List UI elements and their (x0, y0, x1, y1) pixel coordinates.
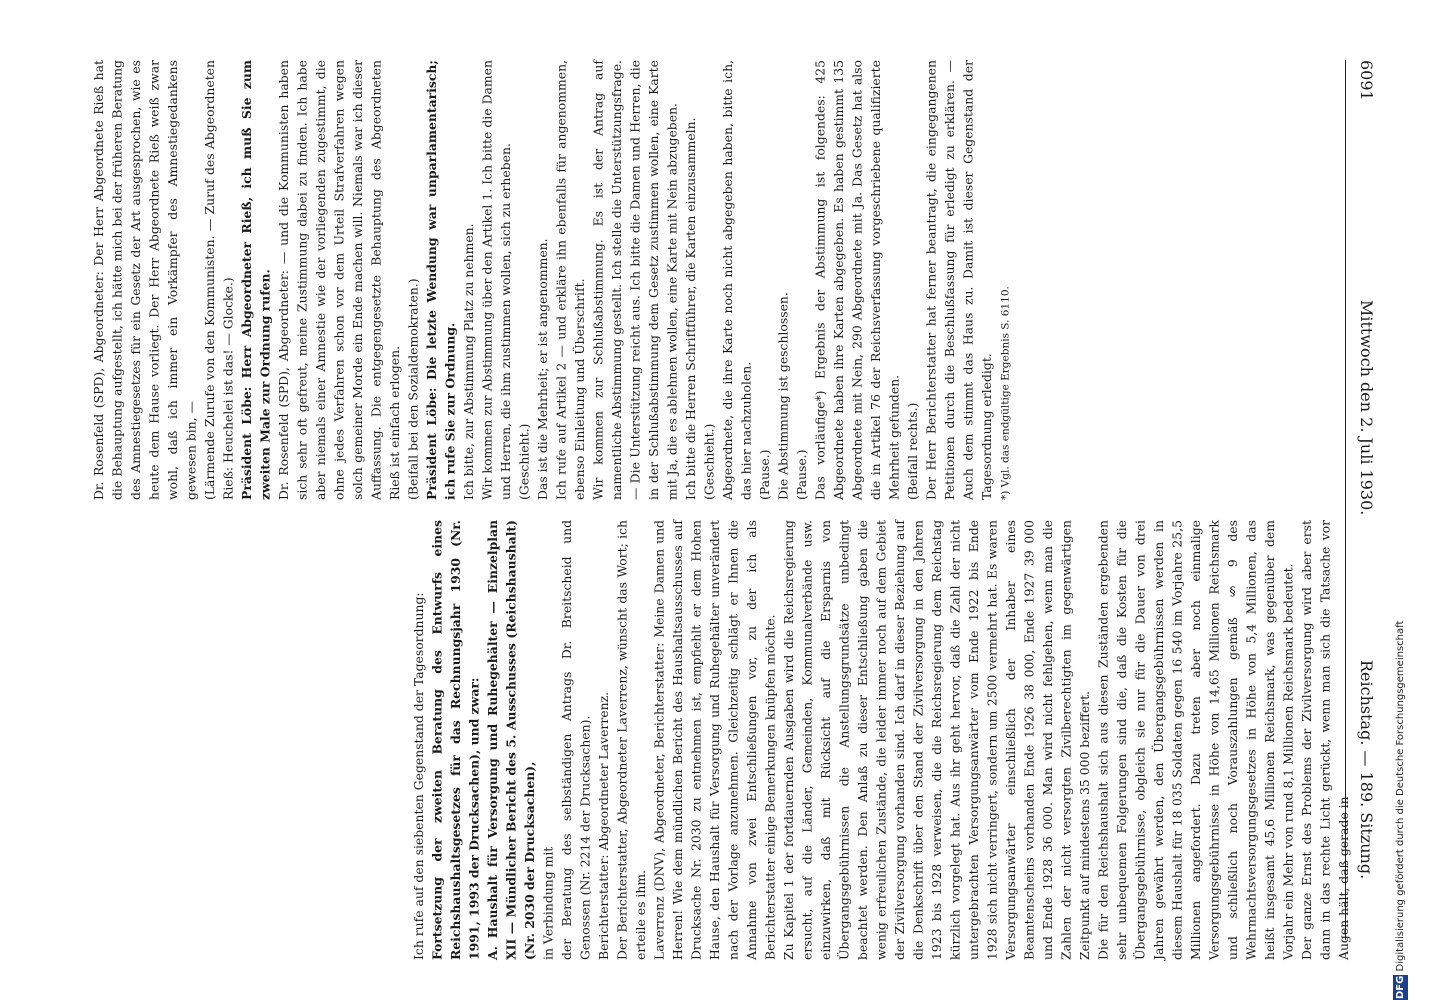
rc-p2: Fortsetzung der zweiten Beratung des Entwurfs eines Reichshaushaltsgesetzes für das Rechnungsjahr 1930 (Nr. 1991, 1993 der Drucksachen), und zwar: (429, 520, 482, 960)
lc-p13: Ich bitte die Herren Schriftführer, die Karten einzusammeln. (683, 117, 698, 500)
lc-p20: (Beifall rechts.) (905, 402, 920, 500)
lc-p21: Der Herr Berichterstatter hat ferner beantragt, die eingegangenen Petitionen durch die Beschlußfassung für erledigt zu erklären. — Auch dem stimmt das Haus zu. Damit ist dieser Gegenstand der Tagesordnung erledigt. (923, 60, 994, 500)
rc-p9: Zu Kapitel 1 der fortdauernden Ausgaben wird die Reichsregierung ersucht, auf die Länder, Gemeinden, Kommunalverbände usw. einzuwirken, daß mit Rücksicht auf die Ersparnis von Übergangsgebührnissen die Anstellungsgrundsätze unbedingt beachtet werden. Den Anlaß zu dieser Entschließung gaben die wenig erfreulichen Zustände, die leider immer noch auf dem Gebiet der Zivilversorgung vorhanden sind. Ich darf in dieser Beziehung auf die Denkschrift über den Stand der Zivilversorgung in den Jahren 1923 bis 1928 verweisen, die die Reichsregierung dem Reichstag kürzlich vorgelegt hat. Aus ihr geht hervor, daß die Zahl der nicht untergebrachten Versorgungsanwärter vom Ende 1922 bis Ende 1928 sich nicht verringert, sondern um 2500 vermehrt hat. Es waren Versorgungsanwärter einschließlich der Inhaber eines Beamtenscheins vorhanden Ende 1926 38 000, Ende 1927 39 000 und Ende 1928 36 000. Man wird nicht fehlgehen, wenn man die Zahlen der nicht versorgten Zivilberechtigten im gegenwärtigen Zeitpunkt auf mindestens 35 000 beziffert. (781, 520, 1092, 960)
lc-p19: Das vorläufige*) Ergebnis der Abstimmung ist folgendes: 425 Abgeordnete haben ihre Karten abgegeben. Es haben gestimmt 135 Abgeordnete mit Nein, 290 Abgeordnete mit Ja. Das Gesetz hat also die in Artikel 76 der Reichsverfassung vorgeschriebene qualifizierte Mehrheit gefunden. (812, 60, 902, 500)
lc-p2: (Lärmende Zurufe von den Kommunisten. — Zuruf des Abgeordneten Rieß: Heuchelei ist das! — Glocke.) (202, 60, 236, 500)
sidebar-credit (1395, 0, 1425, 1000)
rc-p10: Die für den Reichshaushalt sich aus diesen Zuständen ergebenden sehr unbequemen Folgerungen sind die, daß die Kosten für die Übergangsgebührnisse, obgleich sie nur für die Dauer von drei Jahren gewährt werden, den Übergangsgebührnissen werden in diesem Haushalt für 18 035 Soldaten gegen 16 540 im Vorjahre 25,5 Millionen angefordert. Dazu treten aber noch einmalige Versorgungsgebührnisse in Höhe von 14,65 Millionen Reichsmark und schließlich noch Vorauszahlungen gemäß § 9 des Wehrmachtsversorgungsgesetzes in Höhe von 5,4 Millionen, das heißt insgesamt 45,6 Millionen Reichsmark, was gegenüber dem Vorjahr ein Mehr von rund 8,1 Millionen Reichsmark bedeutet. (1095, 520, 1296, 960)
lc-p4: Dr. Rosenfeld (SPD), Abgeordneter: — und die Kommunisten haben sich sehr oft gefreut, meine Zustimmung dabei zu finden. Ich habe aber niemals einer Amnestie wie der vorliegenden zugestimmt, die ohne jedes Verfahren schon vor dem Urteil Strafverfahren wegen solch gemeiner Morde ein Ende machen will. Niemals war ich dieser Auffassung. Die entgegengesetzte Behauptung des Abgeordneten Rieß ist einfach erlogen. (276, 60, 402, 500)
rc-p3: A. Haushalt für Versorgung und Ruhegehälter — Einzelplan XII — Mündlicher Bericht des 5. Ausschusses (Reichshaushalt) (Nr. 2030 der Drucksachen), (485, 520, 537, 960)
sidebar-text: Digitalisierung gefördert durch die Deutsche Forschungsgemeinschaft (1395, 620, 1406, 972)
lc-p9: (Geschieht.) (516, 423, 532, 500)
lc-p18: (Pause.) (794, 449, 809, 500)
rc-p4: in Verbindung mit (540, 846, 556, 960)
lc-p17: Die Abstimmung ist geschlossen. (775, 292, 791, 500)
rc-p1: Ich rufe auf den siebenten Gegenstand der Tagesordnung: (411, 592, 426, 960)
rotated-title: Reichstag. — 189. Sitzung. (1357, 660, 1376, 880)
rc-p6: Berichterstatter: Abgeordneter Laverrenz. (596, 691, 611, 960)
lc-p14: (Geschieht.) (701, 423, 717, 500)
left-column (90, 60, 1330, 500)
right-column (410, 520, 1351, 960)
lc-p5: (Beifall bei den Sozialdemokraten.) (405, 278, 421, 500)
lc-p6: Präsident Löbe: Die letzte Wendung war unparlamentarisch; ich rufe Sie zur Ordnung. (424, 60, 458, 500)
lc-footnote: *) Vgl. das endgültige Ergebnis S. 6110. (999, 286, 1012, 500)
lc-p10: Das ist die Mehrheit; er ist angenommen. (535, 238, 550, 500)
lc-p1: Dr. Rosenfeld (SPD), Abgeordneter: Der Herr Abgeordnete Rieß hat die Behauptung aufgestellt, ich hätte mich bei der früheren Beratung des Amnestiegesetzes für ein Gesetz der Art ausgesprochen, wie es heute dem Hause vorliegt. Der Herr Abgeordnete Rieß weiß zwar wohl, daß ich immer ein Vorkämpfer des Amnestiegedankens gewesen bin, — (91, 60, 199, 500)
rc-p5: der Beratung des selbständigen Antrags Dr. Breitscheid und Genossen (Nr. 2214 der Drucksachen). (559, 520, 593, 960)
lc-p11: Ich rufe auf Artikel 2 — und erkläre ihn ebenfalls für angenommen, ebenso Einleitung und Überschrift. (553, 60, 587, 500)
rc-p8: Laverrenz (DNV), Abgeordneter, Berichterstatter: Meine Damen und Herren! Wie dem mündlichen Bericht des Haushaltsausschusses auf Drucksache Nr. 2030 zu entnehmen ist, empfiehlt er dem Hohen Hause, den Haushalt für Versorgung und Ruhegehälter unverändert nach der Vorlage anzunehmen. Gleichzeitig schlägt er Ihnen die Annahme von zwei Entschließungen vor, zu der ich als Berichterstatter einige Bemerkungen knüpfen möchte. (651, 520, 778, 960)
rotated-date: Mittwoch den 2. Juli 1930. (1357, 300, 1376, 516)
lc-p12: Wir kommen zur Schlußabstimmung. Es ist der Antrag auf namentliche Abstimmung gestellt. Ich stelle die Unterstützungsfrage. — Die Unterstützung reicht aus. Ich bitte die Damen und Herren, die in der Schlußabstimmung dem Gesetz zustimmen wollen, eine Karte mit Ja, die es ablehnen wollen, eine Karte mit Nein abzugeben. (590, 60, 680, 500)
lc-p8: Wir kommen zur Abstimmung über den Artikel 1. Ich bitte die Damen und Herren, die ihm zustimmen wollen, sich zu erheben. (479, 60, 513, 500)
lc-p3: Präsident Löbe: Herr Abgeordneter Rieß, ich muß Sie zum zweiten Male zur Ordnung rufen. (239, 60, 273, 500)
rc-p11: Der ganze Ernst des Problems der Zivilversorgung wird aber erst dann in das rechte Licht gerückt, wenn man sich die Tatsache vor Augen hält, daß gerade in (1299, 520, 1351, 960)
lc-p15: Abgeordnete, die ihre Karte noch nicht abgegeben haben, bitte ich, das hier nachzuholen. (720, 60, 754, 500)
dfg-logo: DFG (1395, 975, 1406, 999)
rotated-page-number: 6091 (1357, 60, 1376, 101)
rc-p7: Der Berichterstatter, Abgeordneter Laverrenz, wünscht das Wort; ich erteile es ihm. (614, 520, 648, 960)
lc-p16: (Pause.) (757, 449, 772, 500)
lc-p7: Ich bitte, zur Abstimmung Platz zu nehmen. (461, 223, 476, 500)
